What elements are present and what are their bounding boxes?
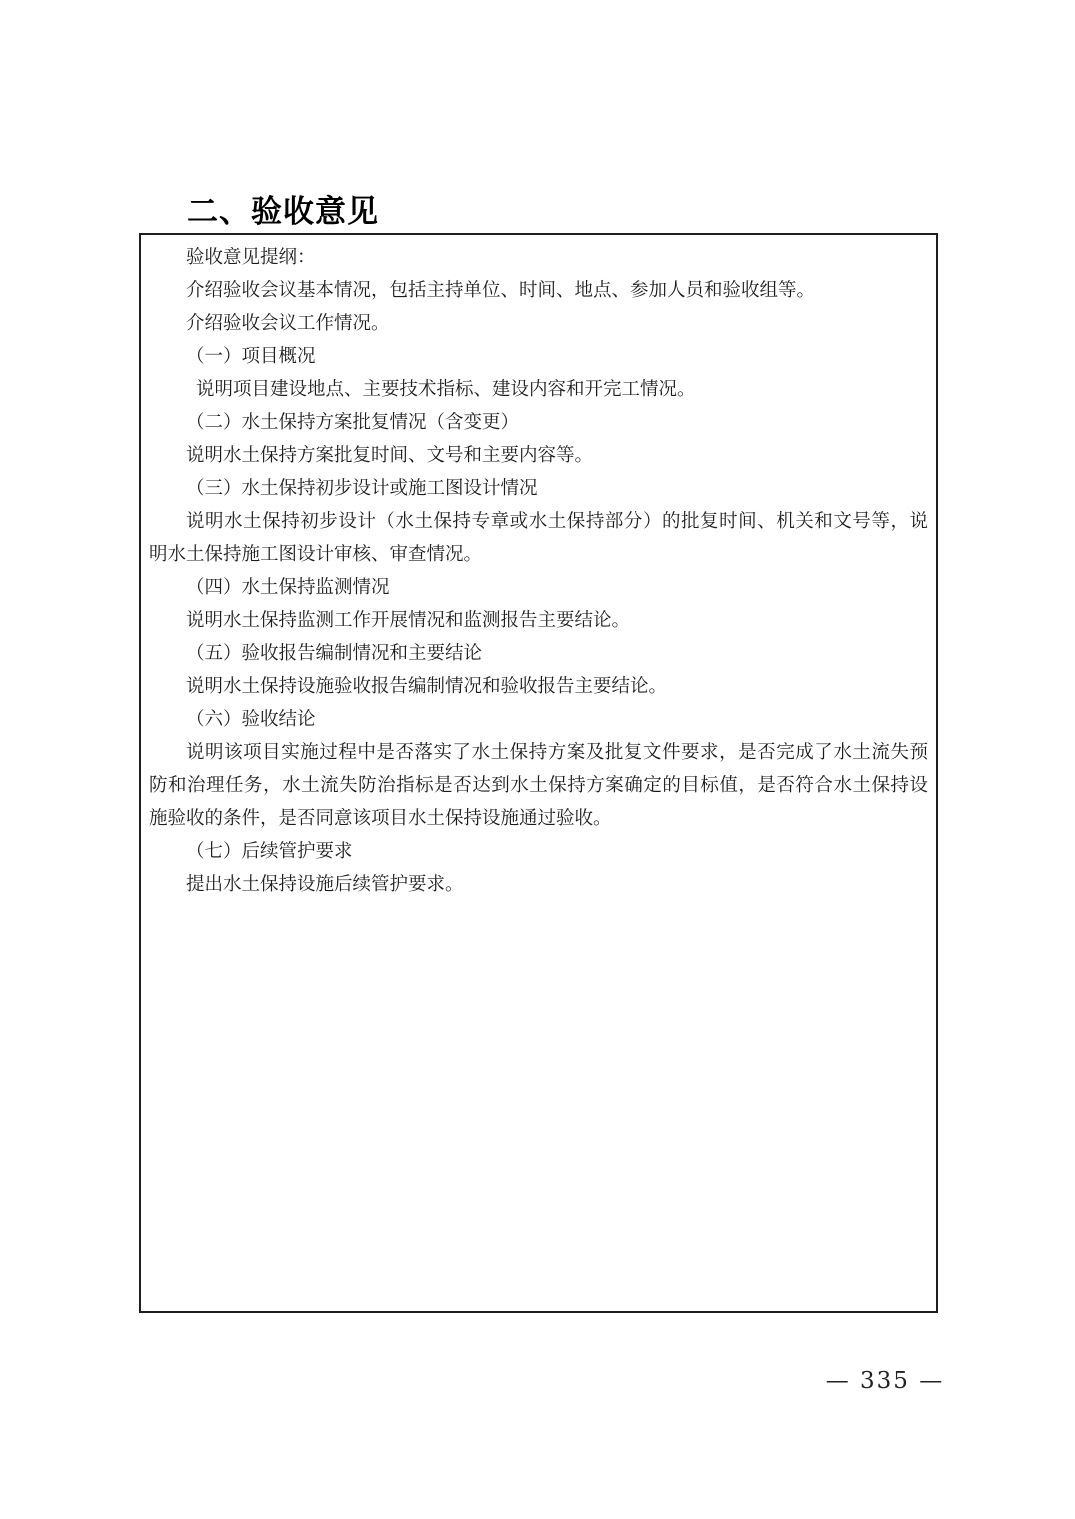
text-line: 说明水土保持方案批复时间、文号和主要内容等。 <box>186 446 594 466</box>
section-title: 二、验收意见 <box>187 194 379 229</box>
page-number: — 335 — <box>825 1368 945 1394</box>
text-line: 说明项目建设地点、主要技术指标、建设内容和开完工情况。 <box>196 380 696 400</box>
text-line: 验收意见提纲： <box>186 248 316 268</box>
text-line: 介绍验收会议基本情况，包括主持单位、时间、地点、参加人员和验收组等。 <box>186 281 816 301</box>
text-line: 说明该项目实施过程中是否落实了水土保持方案及批复文件要求，是否完成了水土流失预 <box>186 743 928 763</box>
text-line: 说明水土保持监测工作开展情况和监测报告主要结论。 <box>186 611 631 631</box>
text-line: 施验收的条件，是否同意该项目水土保持设施通过验收。 <box>149 809 612 829</box>
text-line: 明水土保持施工图设计审核、审查情况。 <box>149 545 483 565</box>
text-line: 说明水土保持初步设计（水土保持专章或水土保持部分）的批复时间、机关和文号等，说 <box>186 512 928 532</box>
acceptance-opinion-outline-box <box>139 233 938 1313</box>
text-line: （七）后续管护要求 <box>186 842 353 862</box>
text-line: 说明水土保持设施验收报告编制情况和验收报告主要结论。 <box>186 677 668 697</box>
text-line: 提出水土保持设施后续管护要求。 <box>186 875 464 895</box>
text-line: （六）验收结论 <box>186 710 316 730</box>
text-line: （一）项目概况 <box>186 347 316 367</box>
text-line: （二）水土保持方案批复情况（含变更） <box>186 413 520 433</box>
text-line: （五）验收报告编制情况和主要结论 <box>186 644 483 664</box>
text-line: 介绍验收会议工作情况。 <box>186 314 390 334</box>
text-line: 防和治理任务，水土流失防治指标是否达到水土保持方案确定的目标值，是否符合水土保持设 <box>149 776 928 796</box>
text-line: （四）水土保持监测情况 <box>186 578 390 598</box>
text-line: （三）水土保持初步设计或施工图设计情况 <box>186 479 538 499</box>
